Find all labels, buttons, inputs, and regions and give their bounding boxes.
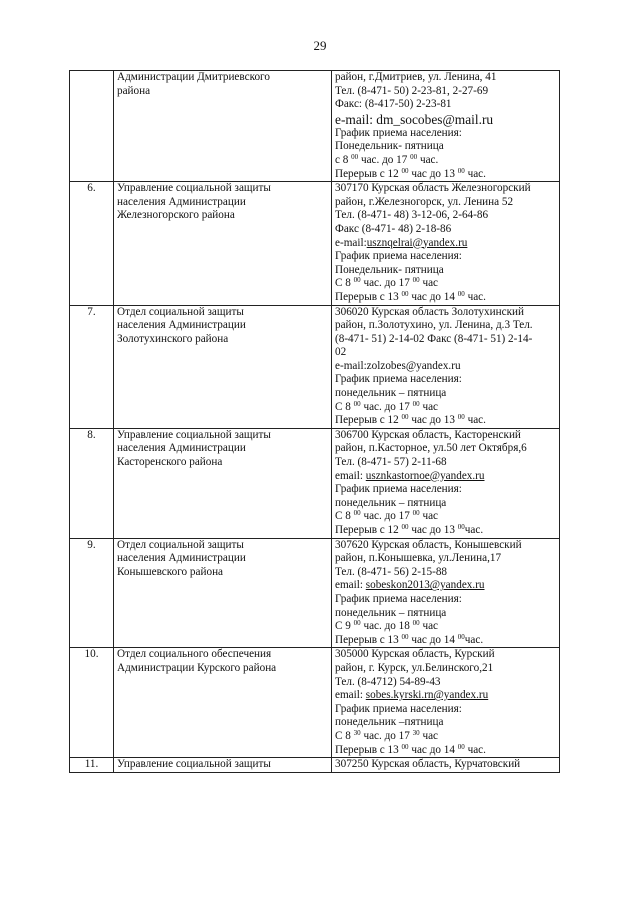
contact-line: С 9 $^{00}$ час. до 18 $^{00}$ час xyxy=(335,619,439,633)
contact-line: Факс: (8-417-50) 2-23-81 xyxy=(335,98,452,111)
organization-line: Управление социальной защиты xyxy=(117,758,271,771)
contact-line: График приема населения: xyxy=(335,483,462,496)
contact-line: понедельник – пятница xyxy=(335,496,447,509)
contact-line: 307250 Курская область, Курчатовский xyxy=(335,758,521,771)
contact-line: район, г.Железногорск, ул. Ленина 52 xyxy=(335,195,514,208)
table-row xyxy=(70,71,560,182)
organization-name xyxy=(114,538,332,648)
contact-details xyxy=(332,538,560,648)
contact-line: Тел. (8-471- 56) 2-15-88 xyxy=(335,565,448,578)
organization-line: Золотухинского района xyxy=(117,332,229,345)
contact-line: 306700 Курская область, Касторенский xyxy=(335,428,521,441)
contact-line: Перерыв с 13 $^{00}$ час до 14 $^{00}$ час. xyxy=(335,289,486,303)
contact-line: Перерыв с 12 $^{00}$ час до 13 $^{00}$ час. xyxy=(335,413,486,427)
contact-line: Понедельник- пятница xyxy=(335,263,444,276)
contact-line: Факс (8-471- 48) 2-18-86 xyxy=(335,222,452,235)
contact-line: Тел. (8-471- 50) 2-23-81, 2-27-69 xyxy=(335,84,489,97)
contact-line: понедельник –пятница xyxy=(335,716,444,729)
organization-line: Отдел социальной защиты xyxy=(117,538,244,551)
contact-line: email: sobes.kyrski.rn@yandex.ru xyxy=(335,689,489,702)
organization-line: района xyxy=(117,84,151,97)
organization-line: населения Администрации xyxy=(117,195,246,208)
contact-line: График приема населения: xyxy=(335,126,462,139)
contacts-table-body xyxy=(70,71,560,773)
contact-line: район, п.Конышевка, ул.Ленина,17 xyxy=(335,552,502,565)
contact-line: e-mail:zolzobes@yandex.ru xyxy=(335,359,461,372)
contact-details xyxy=(332,182,560,305)
contact-line: Тел. (8-471- 57) 2-11-68 xyxy=(335,456,447,469)
contact-line: с 8 $^{00}$ час. до 17 $^{00}$ час. xyxy=(335,152,439,166)
organization-name xyxy=(114,648,332,758)
organization-line: населения Администрации xyxy=(117,319,246,332)
organization-line: населения Администрации xyxy=(117,552,246,565)
contact-line: С 8 $^{00}$ час. до 17 $^{00}$ час xyxy=(335,399,439,413)
row-number xyxy=(70,71,114,182)
organization-line: Управление социальной защиты xyxy=(117,182,271,195)
contact-line: График приема населения: xyxy=(335,592,462,605)
organization-line: населения Администрации xyxy=(117,442,246,455)
contact-line: 306020 Курская область Золотухинский xyxy=(335,305,524,318)
contact-line: 307620 Курская область, Конышевский xyxy=(335,538,522,551)
organization-line: Отдел социального обеспечения xyxy=(117,648,272,661)
contact-line: Перерыв с 12 $^{00}$ час до 13 $^{00}$час. xyxy=(335,523,484,536)
contact-line: График приема населения: xyxy=(335,373,462,386)
contact-line: район, п.Касторное, ул.50 лет Октября,6 xyxy=(335,442,527,455)
row-number: 7. xyxy=(70,305,114,428)
contact-line: район, г.Дмитриев, ул. Ленина, 41 xyxy=(335,71,497,83)
organization-name xyxy=(114,182,332,305)
row-number: 10. xyxy=(70,648,114,758)
organization-line: Железногорского района xyxy=(117,209,235,222)
contact-line: С 8 $^{00}$ час. до 17 $^{00}$ час xyxy=(335,509,439,523)
contact-line: С 8 $^{30}$ час. до 17 $^{30}$ час xyxy=(335,728,439,742)
contact-details xyxy=(332,71,560,182)
contact-line: район, п.Золотухино, ул. Ленина, д.3 Тел. xyxy=(335,319,533,332)
table-row xyxy=(70,758,560,773)
contact-line: Тел. (8-4712) 54-89-43 xyxy=(335,675,441,688)
organization-name xyxy=(114,428,332,538)
contact-line: (8-471- 51) 2-14-02 Факс (8-471- 51) 2-14- xyxy=(335,332,533,345)
row-number: 9. xyxy=(70,538,114,648)
contact-line: Тел. (8-471- 48) 3-12-06, 2-64-86 xyxy=(335,209,489,222)
contact-line: 305000 Курская область, Курский xyxy=(335,648,495,661)
organization-line: Администрации Дмитриевского xyxy=(117,71,270,83)
table-row xyxy=(70,428,560,538)
contact-details xyxy=(332,758,560,773)
contact-line: Перерыв с 13 $^{00}$ час до 14 $^{00}$час. xyxy=(335,632,484,646)
organization-name xyxy=(114,71,332,182)
contact-line: График приема населения: xyxy=(335,702,462,715)
page-number: 29 xyxy=(313,38,327,53)
table-row xyxy=(70,305,560,428)
contact-line: 307170 Курская область Железногорский xyxy=(335,182,531,195)
organization-name xyxy=(114,758,332,773)
contact-line: График приема населения: xyxy=(335,250,462,263)
contact-line: 02 xyxy=(335,346,347,359)
organization-line: Касторенского района xyxy=(117,456,223,469)
contact-details xyxy=(332,428,560,538)
contact-line: С 8 $^{00}$ час. до 17 $^{00}$ час xyxy=(335,276,439,290)
contact-details xyxy=(332,648,560,758)
contacts-table xyxy=(69,70,560,773)
contact-line: Перерыв с 13 $^{00}$ час до 14 $^{00}$ час. xyxy=(335,742,486,756)
contact-line: e-mail:usznqelrai@yandex.ru xyxy=(335,236,468,249)
contact-line: email: usznkastornoe@yandex.ru xyxy=(335,469,485,482)
table-row xyxy=(70,538,560,648)
row-number: 8. xyxy=(70,428,114,538)
contact-line: район, г. Курск, ул.Белинского,21 xyxy=(335,661,494,674)
organization-line: Отдел социальной защиты xyxy=(117,305,244,318)
row-number: 6. xyxy=(70,182,114,305)
table-row xyxy=(70,182,560,305)
contact-line: понедельник – пятница xyxy=(335,606,447,619)
contact-line: email: sobeskon2013@yandex.ru xyxy=(335,579,485,592)
table-row xyxy=(70,648,560,758)
row-number: 11. xyxy=(70,758,114,773)
contact-line: e-mail: dm_socobes@mail.ru xyxy=(335,111,494,127)
organization-line: Управление социальной защиты xyxy=(117,428,271,441)
organization-name xyxy=(114,305,332,428)
contact-line: Перерыв с 12 $^{00}$ час до 13 $^{00}$ час. xyxy=(335,166,486,180)
contact-details xyxy=(332,305,560,428)
contact-line: понедельник – пятница xyxy=(335,387,447,400)
organization-line: Конышевского района xyxy=(117,565,224,578)
contact-line: Понедельник- пятница xyxy=(335,140,444,153)
organization-line: Администрации Курского района xyxy=(117,661,277,674)
